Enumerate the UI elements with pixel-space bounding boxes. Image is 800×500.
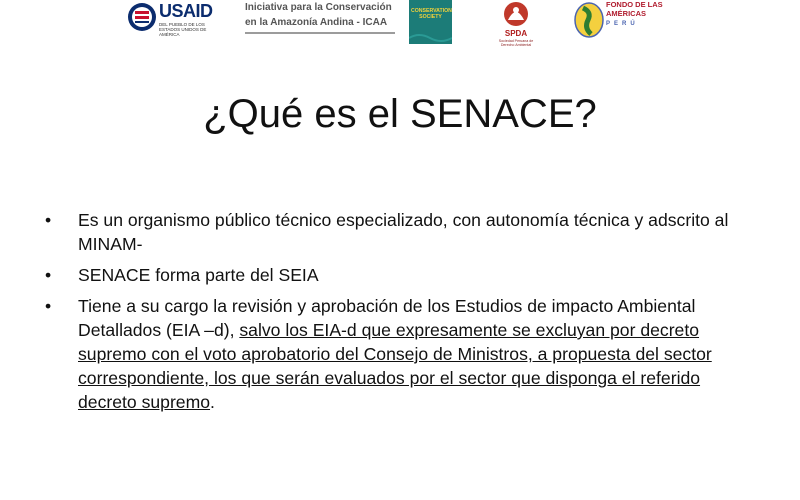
spda-emblem-icon [494,0,538,28]
bullet-text-end: . [210,392,215,412]
spda-subtitle: Sociedad Peruana de Derecho Ambiental [498,39,534,47]
icaa-line-2: en la Amazonía Andina - ICAA [245,17,388,28]
fondo-line-3: PERÚ [606,21,639,27]
bullet-dot-icon: • [45,296,52,316]
bullet-list [40,208,760,421]
icaa-line-1: Iniciativa para la Conservación [245,2,392,13]
bullet-text: SENACE forma parte del SEIA [78,265,319,285]
fondo-line-1: FONDO DE LAS [606,0,663,9]
bullet-item [40,208,760,256]
usaid-seal-icon [127,2,157,32]
slide-title: ¿Qué es el SENACE? [203,92,597,136]
usaid-logo [127,0,217,37]
bullet-underlined-text: salvo los EIA-d que expresamente se excluyan por decreto supremo con el voto aprobatorio del Consejo de Ministros, a propuesta del sector correspondiente, los que serán evaluados por el sector que disponga el referido decreto supremo [78,320,712,412]
bullet-item [40,263,760,287]
fondo-line-2: AMÉRICAS [606,9,647,18]
wcs-texture-icon [409,32,452,44]
usaid-wordmark: USAID [159,1,213,21]
icaa-logo [245,1,395,35]
bullet-dot-icon: • [45,210,52,230]
icaa-underline [245,31,395,35]
logo-strip [0,0,800,50]
fondo-americas-logo [574,0,669,44]
bullet-dot-icon: • [45,265,52,285]
spda-name: SPDA [504,29,528,38]
spda-logo [494,0,538,48]
wcs-line-1: CONSERVATION SOCIETY [411,8,452,20]
bullet-text: Es un organismo público técnico especializado, con autonomía técnica y adscrito al MINAM- [78,210,729,254]
globe-icon [574,2,604,38]
bullet-text: Tiene a su cargo la revisión y aprobación de los Estudios de impacto Ambiental Detallados (EIA –d), [78,296,696,340]
bullet-item [40,294,760,414]
wcs-logo [409,0,452,44]
usaid-tagline: DEL PUEBLO DE LOS ESTADOS UNIDOS DE AMÉRICA [159,22,207,37]
